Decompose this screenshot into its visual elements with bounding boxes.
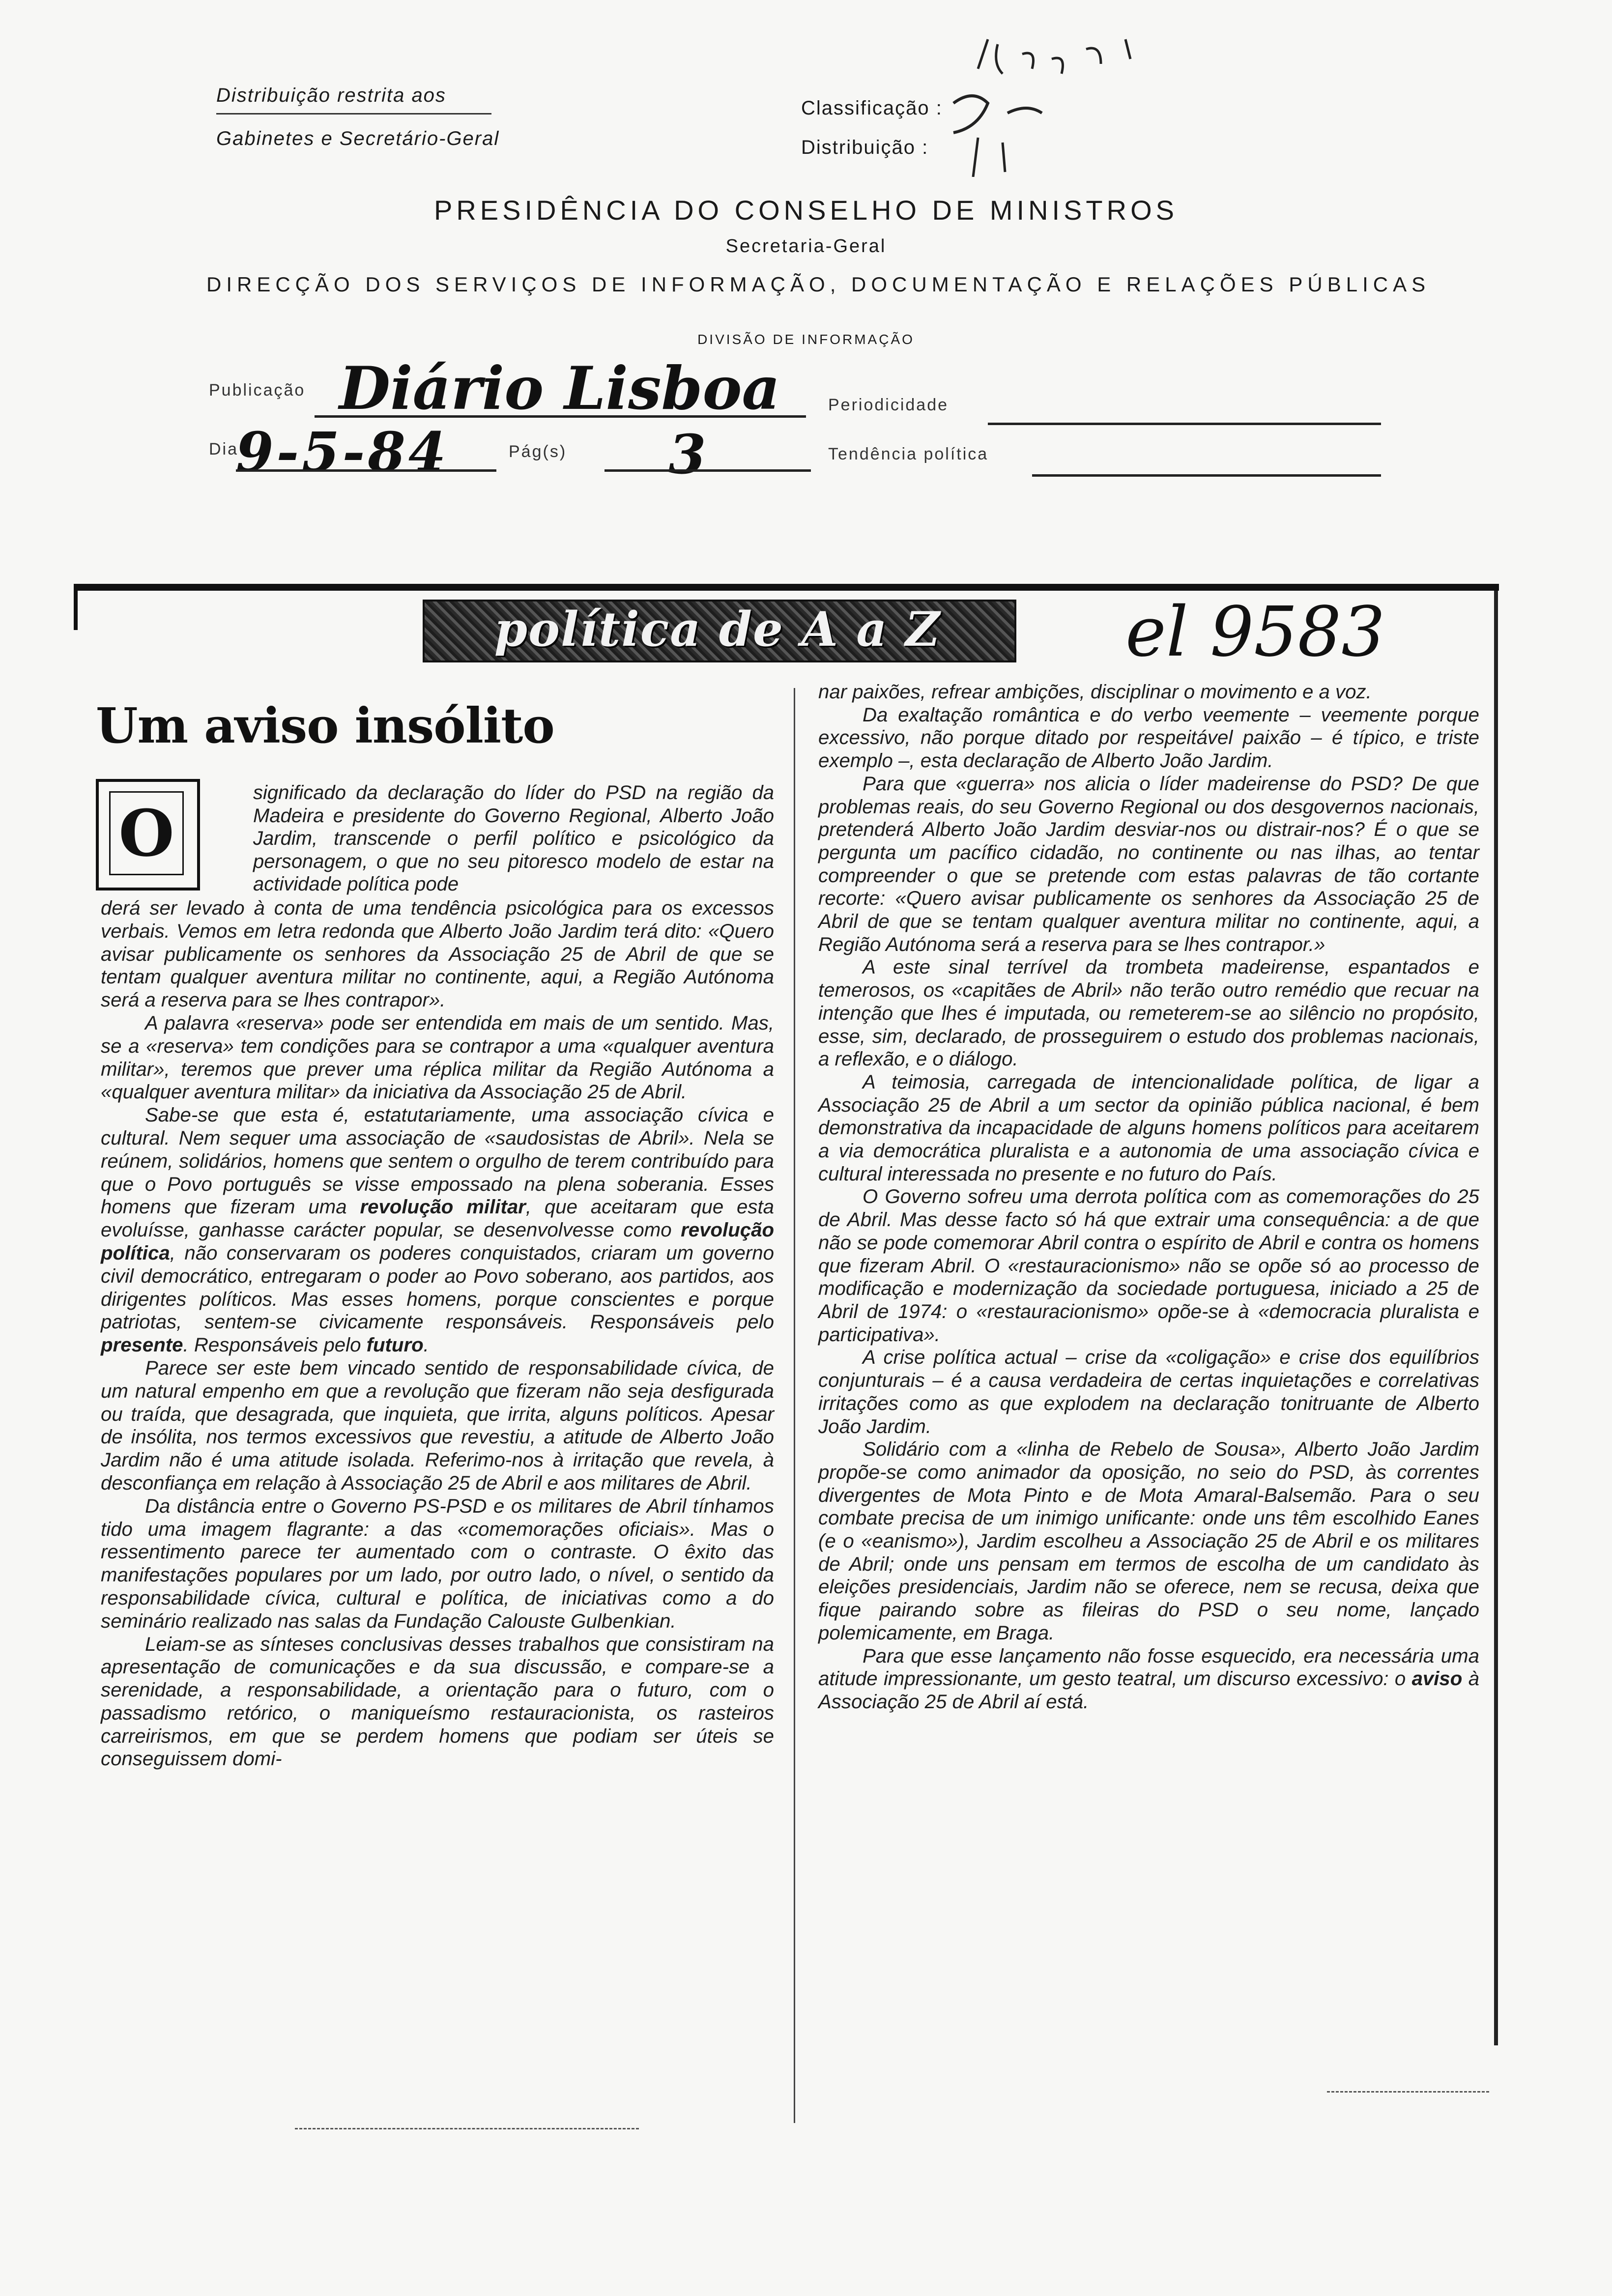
publicacao-label: Publicação [209,381,306,400]
paragraph: derá ser levado à conta de uma tendência psicológica para os excessos verbais. Vemos em letra redonda que Alberto João Jardim terá dito: «Quero avisar publicamente os senhores da Associação 25 de Abril de que se tentam qualquer aventura militar no continente, aqui, a Região Autónoma será a reserva para se lhes contrapor». [101,897,774,1011]
dia-label: Dia [209,440,239,459]
article-col2 [818,681,1479,1714]
paragraph: Parece ser este bem vincado sentido de responsabilidade cívica, de um natural empenho em que a revolução que fizeram não seja desfigurada ou traída, que desagrada, que inquieta, que irrita, alguns políticos. Apesar de insólita, nos termos excessivos que revestiu, a atitude de Alberto João Jardim não é uma atitude isolada. Referimo-nos à irritação que revela, à desconfiança em relação à Associação 25 de Abril e aos militares de Abril. [101,1356,774,1494]
dia-value: 9-5-84 [236,420,449,484]
paragraph: A palavra «reserva» pode ser entendida em mais de um sentido. Mas, se a «reserva» tem condições para se contrapor a uma «qualquer aventura militar», teremos que prever uma réplica militar da Região Autónoma a «qualquer aventura militar» da iniciativa da Associação 25 de Abril. [101,1011,774,1103]
tendencia-line [1032,474,1381,477]
direccao-heading: DIRECÇÃO DOS SERVIÇOS DE INFORMAÇÃO, DOCUMENTAÇÃO E RELAÇÕES PÚBLICAS [206,273,1431,296]
paragraph: Para que esse lançamento não fosse esquecido, era necessária uma atitude impressionante, um gesto teatral, um discurso excessivo: o aviso à Associação 25 de Abril aí está. [818,1644,1479,1713]
paragraph: nar paixões, refrear ambições, disciplinar o movimento e a voz. [818,681,1372,703]
section-banner-title: política de A a Z [494,602,941,657]
handwritten-scribble [924,29,1199,177]
drop-cap: O [109,791,184,875]
presidencia-heading: PRESIDÊNCIA DO CONSELHO DE MINISTROS [434,195,1178,226]
banner-rule-left [74,591,78,630]
bottom-rule-left [295,2128,639,2129]
column-divider [794,688,795,2123]
paragraph: A este sinal terrível da trombeta madeirense, espantados e temerosos, os «capitães de Abril» não terão outro remédio que recuar na intenção que lhes é imputada, ou remeterem-se ao silêncio no propósito, esse, sim, declarado, de prosseguirem o estudo dos problemas nacionais, a reflexão, e o diálogo. [818,956,1479,1070]
paragraph: Sabe-se que esta é, estatutariamente, uma associação cívica e cultural. Nem sequer uma associação de «saudosistas de Abril». Nela se reúnem, solidários, homens que sentem o orgulho de terem contribuído para que o Povo português se visse empossado na plena soberania. Esses homens que fizeram uma revolução militar, que aceitaram que esta evoluísse, ganhasse carácter popular, se desenvolvesse como revolução política, não conservaram os poderes conquistados, criaram um governo civil democrático, entregaram o poder ao Povo soberano, aos partidos, aos dirigentes políticos. Mas esses homens, porque conscientes e porque patriotas, sentem-se civicamente responsáveis. Responsáveis pelo presente. Responsáveis pelo futuro. [101,1104,775,1356]
periodicidade-line [988,423,1381,425]
publicacao-line [315,415,806,418]
article-col1-intro [253,781,774,896]
paragraph: Leiam-se as sínteses conclusivas desses trabalhos que consistiram na apresentação de comunicações e da sua discussão, e compare-se a serenidade, a responsabilidade, a orientação para o futuro, com o passadismo retórico, o maniqueísmo restauracionista, os rasteiros carreirismos, em que se perdem homens que podiam ser úteis se conseguissem domi- [101,1633,774,1770]
bottom-rule-right [1327,2091,1489,2093]
paragraph: Para que «guerra» nos alicia o líder madeirense do PSD? De que problemas reais, do seu Governo Regional ou dos desgovernos nacionais, pretenderá Alberto João Jardim desviar-nos ou distrair-nos? É o que se pergunta um pacífico cidadão, no continente ou nas ilhas, ao tentar compreender o que se pretende com estas palavras de tão cortante recorte: «Quero avisar publicamente os senhores da Associação 25 de Abril de que se tentam qualquer aventura militar no continente, aqui, a Região Autónoma será a reserva para se lhes contrapor.» [818,772,1479,955]
distribuicao-label: Distribuição : [801,137,929,158]
paragraph: Solidário com a «linha de Rebelo de Sousa», Alberto João Jardim propõe-se como animador da oposição, no seio do PSD, às correntes divergentes de Mota Pinto e de Mota Amaral-Balsemão. Para o seu combate precisa de um inimigo unificante: onde uns têm escolhido Eanes (e o «eanismo»), Jardim escolheu a Associação 25 de Abril e os militares de Abril; onde uns pensam em termos de escolha de um candidato às eleições presidenciais, Jardim não se oferece, nem se recusa, deixa que fique pairando sobre as fileiras do PSD o seu nome, lançado polemicamente, em Braga. [818,1438,1479,1644]
divisao-heading: DIVISÃO DE INFORMAÇÃO [697,332,915,347]
paragraph: significado da declaração do líder do PSD na região da Madeira e presidente do Governo Regional, Alberto João Jardim, transcende o perfil político e psicológico da personagem, o que no seu pitoresco modelo de estar na actividade política pode [253,782,774,895]
distribution-note-line2: Gabinetes e Secretário-Geral [216,128,500,149]
handwritten-code: el 9583 [1125,592,1385,672]
paragraph: A crise política actual – crise da «coligação» e crise dos equilíbrios conjunturais – é a causa verdadeira de certas inquietações e correlativas irritações como as que explodem na declaração tonitruante de Alberto João Jardim. [818,1346,1479,1437]
paragraph: O Governo sofreu uma derrota política com as comemorações do 25 de Abril. Mas desse facto só há que extrair uma consequência: a de que não se pode comemorar Abril contra o espírito de Abril e contra os homens que fizeram Abril. O «restauracionismo» não se opõe só ao processo de modificação e modernização da sociedade portuguesa, iniciado a 25 de Abril de 1974: o «restauracionismo» opõe-se à «democracia pluralista e participativa». [818,1185,1479,1346]
dia-line [236,469,496,472]
classificacao-label: Classificação : [801,97,943,119]
periodicidade-label: Periodicidade [828,396,949,414]
secretaria-geral: Secretaria-Geral [725,236,887,257]
pags-line [604,469,811,472]
pags-value: 3 [668,423,706,486]
distribution-note-line1: Distribuição restrita aos [216,85,446,106]
article-col1 [101,897,774,1771]
banner-rule [74,584,1499,591]
column-rule-right [1494,591,1498,2045]
article-title: Um aviso insólito [96,698,554,754]
paragraph: Da exaltação romântica e do verbo veemente – veemente porque excessivo, não porque ditado por respeitável paixão – é típico, e triste exemplo –, esta declaração de Alberto João Jardim. [818,703,1479,772]
publicacao-value: Diário Lisboa [339,354,780,423]
paragraph: A teimosia, carregada de intencionalidade política, de ligar a Associação 25 de Abril a um sector da opinião pública nacional, é bem demonstrativa da incapacidade de alguns homens políticos para aceitarem a via democrática pluralista e a autonomia de uma associação cívica e cultural interessada no presente e no futuro do País. [818,1070,1479,1185]
tendencia-label: Tendência política [828,445,989,463]
pags-label: Pág(s) [509,442,567,461]
distribution-underline [216,113,491,115]
paragraph: Da distância entre o Governo PS-PSD e os militares de Abril tínhamos tido uma imagem flagrante: a das «comemorações oficiais». Mas o ressentimento parece ter aumentado com o contraste. O êxito das manifestações populares por um lado, por outro lado, o nível, o sentido da responsabilidade cívica, cultural e política, de iniciativas como a do seminário realizado nas salas da Fundação Calouste Gulbenkian. [101,1494,774,1632]
